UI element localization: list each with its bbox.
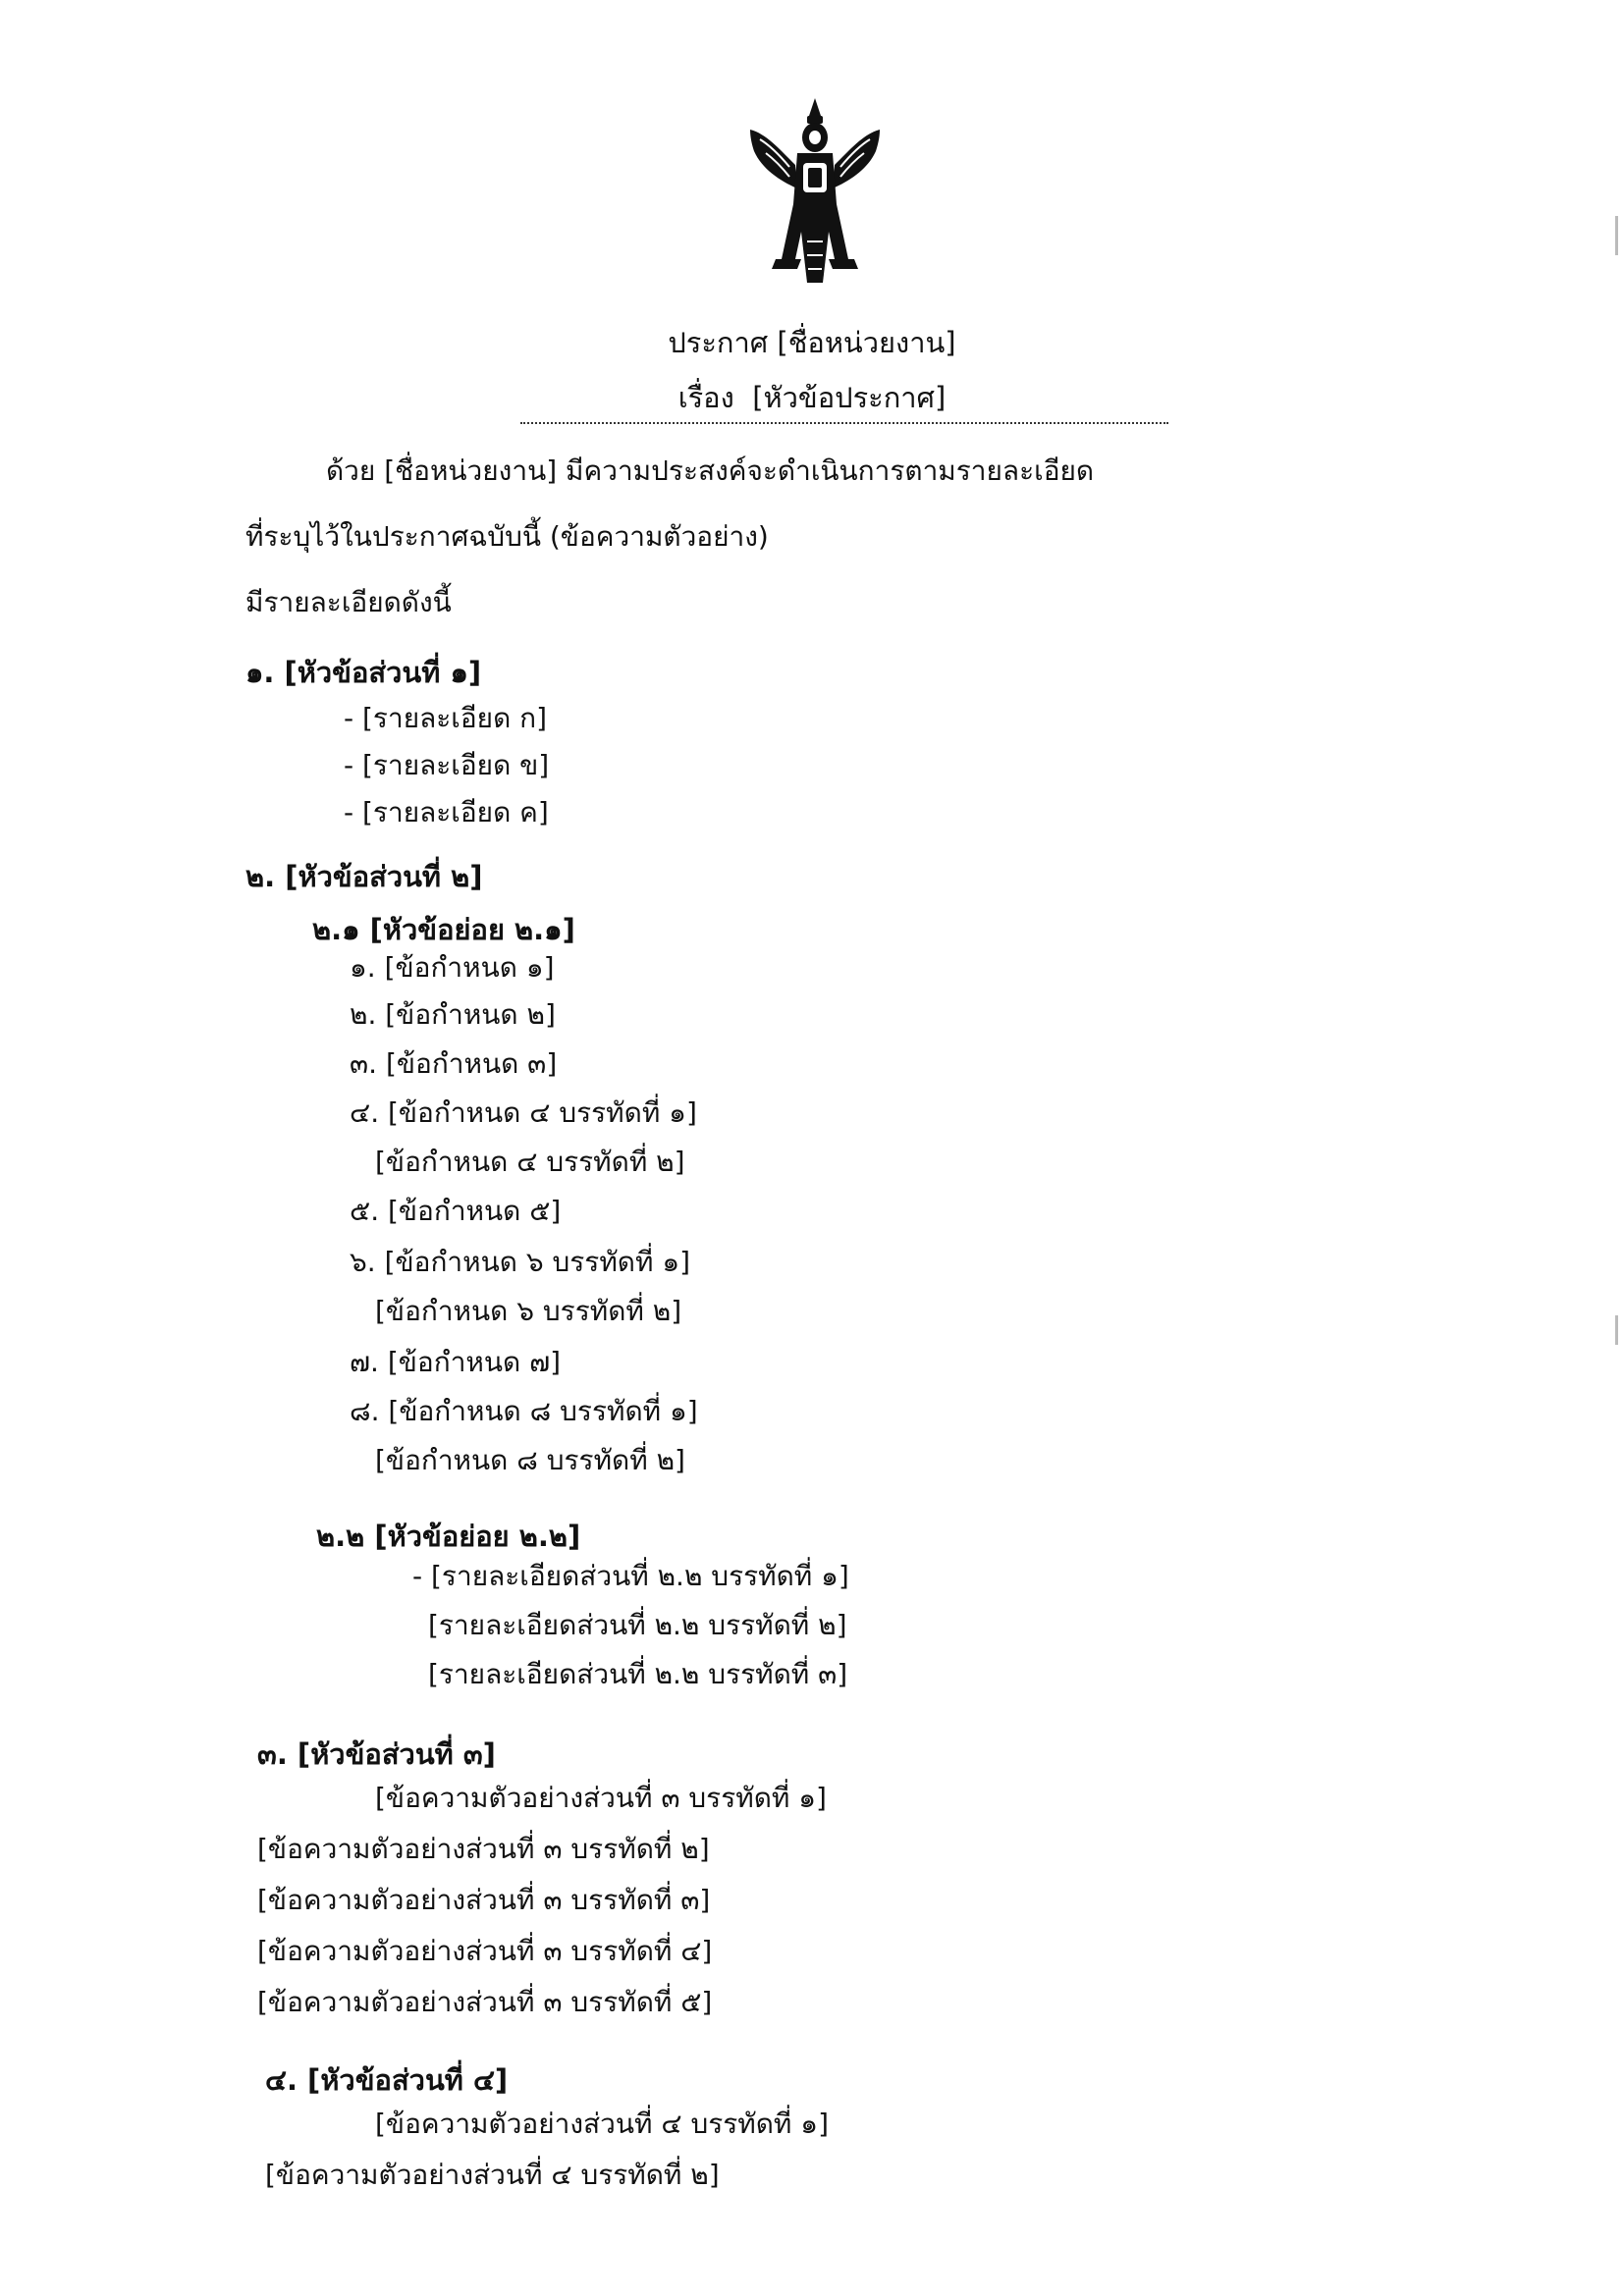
dotted-divider	[520, 422, 1168, 424]
section-1-item: - [รายละเอียด ค]	[344, 796, 549, 828]
section-3-line: [ข้อความตัวอย่างส่วนที่ ๓ บรรทัดที่ ๒]	[257, 1833, 710, 1865]
qualification-item-cont: [ข้อกำหนด ๘ บรรทัดที่ ๒]	[375, 1444, 685, 1476]
qualification-item: ๕. [ข้อกำหนด ๕]	[350, 1195, 562, 1227]
intro-line-3: มีรายละเอียดดังนี้	[245, 586, 452, 618]
section-2-2-line: - [รายละเอียดส่วนที่ ๒.๒ บรรทัดที่ ๑]	[412, 1560, 849, 1592]
section-3-line: [ข้อความตัวอย่างส่วนที่ ๓ บรรทัดที่ ๓]	[257, 1884, 711, 1916]
section-4-heading: ๔. [หัวข้อส่วนที่ ๔]	[265, 2063, 509, 2097]
qualification-item: ๓. [ข้อกำหนด ๓]	[350, 1047, 558, 1080]
section-2-2-heading: ๒.๒ [หัวข้อย่อย ๒.๒]	[316, 1520, 581, 1553]
scan-artifact	[1615, 216, 1618, 255]
subject-label: เรื่อง	[677, 381, 734, 414]
section-1-item: - [รายละเอียด ก]	[344, 702, 548, 734]
qualification-item-cont: [ข้อกำหนด ๔ บรรทัดที่ ๒]	[375, 1146, 685, 1178]
section-2-2-line: [รายละเอียดส่วนที่ ๒.๒ บรรทัดที่ ๓]	[428, 1658, 848, 1690]
garuda-emblem-icon	[746, 94, 884, 287]
org-heading: ประกาศ [ชื่อหน่วยงาน]	[668, 326, 956, 359]
section-2-heading: ๒. [หัวข้อส่วนที่ ๒]	[245, 860, 483, 893]
section-4-line: [ข้อความตัวอย่างส่วนที่ ๔ บรรทัดที่ ๑]	[375, 2108, 829, 2140]
scan-artifact	[1615, 1315, 1618, 1345]
qualification-item: ๒. [ข้อกำหนด ๒]	[350, 998, 556, 1031]
section-3-line: [ข้อความตัวอย่างส่วนที่ ๓ บรรทัดที่ ๕]	[257, 1986, 713, 2018]
section-1-item: - [รายละเอียด ข]	[344, 749, 550, 781]
qualification-item: ๑. [ข้อกำหนด ๑]	[350, 951, 555, 984]
intro-line-1: ด้วย [ชื่อหน่วยงาน] มีความประสงค์จะดำเนินการตามรายละเอียด	[326, 454, 1095, 487]
section-3-heading: ๓. [หัวข้อส่วนที่ ๓]	[257, 1737, 496, 1771]
subject-line	[0, 375, 1624, 420]
section-2-2-line: [รายละเอียดส่วนที่ ๒.๒ บรรทัดที่ ๒]	[428, 1609, 847, 1641]
section-4-line: [ข้อความตัวอย่างส่วนที่ ๔ บรรทัดที่ ๒]	[265, 2159, 720, 2191]
section-3-line: [ข้อความตัวอย่างส่วนที่ ๓ บรรทัดที่ ๔]	[257, 1935, 713, 1967]
qualification-item: ๘. [ข้อกำหนด ๘ บรรทัดที่ ๑]	[350, 1395, 698, 1427]
qualification-item-cont: [ข้อกำหนด ๖ บรรทัดที่ ๒]	[375, 1295, 682, 1327]
qualification-item: ๔. [ข้อกำหนด ๔ บรรทัดที่ ๑]	[350, 1096, 697, 1129]
qualification-item: ๖. [ข้อกำหนด ๖ บรรทัดที่ ๑]	[350, 1246, 691, 1278]
subject-text: [หัวข้อประกาศ]	[752, 381, 947, 414]
intro-line-2: ที่ระบุไว้ในประกาศฉบับนี้ (ข้อความตัวอย่าง)	[245, 520, 769, 553]
qualification-item: ๗. [ข้อกำหนด ๗]	[350, 1346, 562, 1378]
section-1-heading: ๑. [หัวข้อส่วนที่ ๑]	[245, 656, 482, 689]
section-2-1-heading: ๒.๑ [หัวข้อย่อย ๒.๑]	[312, 913, 575, 946]
section-3-line: [ข้อความตัวอย่างส่วนที่ ๓ บรรทัดที่ ๑]	[375, 1782, 827, 1814]
